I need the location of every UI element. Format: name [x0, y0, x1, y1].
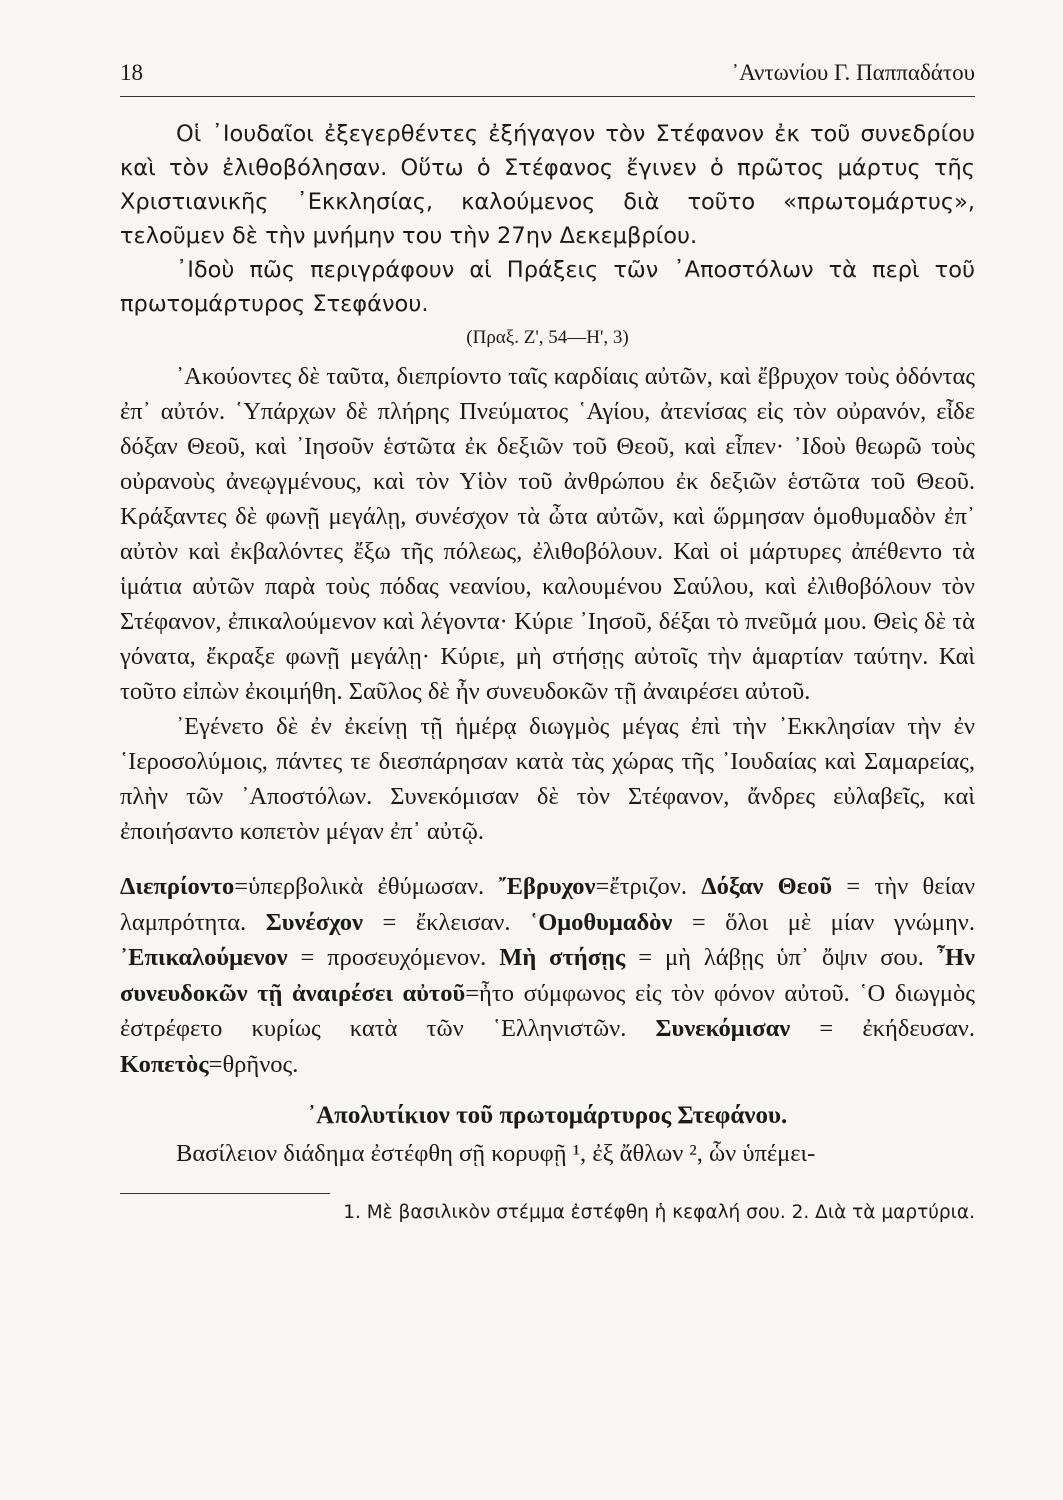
glossary-def: ἐκήδευσαν. [862, 1015, 975, 1042]
glossary-def: προσευχόμενον. [327, 944, 487, 971]
glossary-term: Δόξαν Θεοῦ [701, 873, 833, 900]
glossary-term: ῏Ην συνευδοκῶν τῇ ἀναιρέσει αὐτοῦ [120, 944, 975, 1007]
glossary-def: ὅλοι μὲ μίαν γνώμην. [725, 908, 976, 936]
glossary-term: ᾿Επικαλούμενον [120, 944, 288, 971]
hymn-title: ᾿Απολυτίκιον τοῦ πρωτομάρτυρος Στεφάνου. [307, 1102, 788, 1129]
glossary-def: ἔκλεισαν. [415, 908, 511, 936]
running-title: ᾿Αντωνίου Γ. Παππαδάτου [731, 60, 975, 85]
glossary-term: Κοπετὸς [120, 1050, 209, 1078]
intro-paragraph: ᾿Ιδοὺ πῶς περιγράφουν αἱ Πράξεις τῶν ᾿Αποστόλων τὰ περὶ τοῦ πρωτομάρτυρος Στεφάνου. [120, 257, 975, 317]
glossary-term: Μὴ στήσῃς [499, 944, 626, 971]
page-header [120, 60, 975, 97]
glossary-def: θρῆνος. [222, 1050, 299, 1078]
glossary-term: Διεπρίοντο [120, 873, 235, 900]
glossary-def: ἔτριζον. [609, 873, 687, 900]
page [120, 60, 975, 1223]
scripture-citation: (Πραξ. Ζ', 54—Η', 3) [466, 327, 629, 348]
glossary-def: τὴν θείαν λαμπρότητα. [120, 873, 976, 936]
glossary-def: ἦτο σύμφωνος εἰς τὸν φόνον αὐτοῦ. ῾Ο διωγμὸς ἐστρέφετο κυρίως κατὰ τῶν ῾Ελληνιστῶν. [120, 979, 975, 1042]
glossary-def: μὴ λάβῃς ὑπ᾿ ὄψιν σου. [664, 944, 924, 971]
glossary-term: Συνεκόμισαν [655, 1015, 791, 1042]
glossary-term: ῾Ομοθυμαδὸν [530, 908, 673, 936]
page-number: 18 [120, 60, 143, 85]
footnote-divider [120, 1193, 330, 1194]
hymn-text: Βασίλειον διάδημα ἐστέφθη σῇ κορυφῇ ¹, ἐξ ἄθλων ², ὧν ὑπέμει- [176, 1140, 816, 1167]
glossary-def: ὑπερβολικὰ ἐθύμωσαν. [248, 873, 485, 900]
scripture-paragraph: ᾿Ακούοντες δὲ ταῦτα, διεπρίοντο ταῖς καρδίαις αὐτῶν, καὶ ἔβρυχον τοὺς ὀδόντας ἐπ᾿ αὐτόν. ῾Υπάρχων δὲ πλήρης Πνεύματος ῾Αγίου, ἀτενίσας εἰς τὸν οὐρανόν, εἶδε δόξαν Θεοῦ, καὶ ᾿Ιησοῦν ἑστῶτα ἐκ δεξιῶν τοῦ Θεοῦ, καὶ εἶπεν· ᾿Ιδοὺ θεωρῶ τοὺς οὐρανοὺς ἀνεῳγμένους, καὶ τὸν Υἱὸν τοῦ ἀνθρώπου ἐκ δεξιῶν ἑστῶτα τοῦ Θεοῦ. Κράξαντες δὲ φωνῇ μεγάλῃ, συνέσχον τὰ ὦτα αὐτῶν, καὶ ὥρμησαν ὁμοθυμαδὸν ἐπ᾿ αὐτὸν καὶ ἐκβαλόντες ἔξω τῆς πόλεως, ἐλιθοβόλουν. Καὶ οἱ μάρτυρες ἀπέθεντο τὰ ἱμάτια αὐτῶν παρὰ τοὺς πόδας νεανίου, καλουμένου Σαύλου, καὶ ἐλιθοβόλουν τὸν Στέφανον, ἐπικαλούμενον καὶ λέγοντα· Κύριε ᾿Ιησοῦ, δέξαι τὸ πνεῦμά μου. Θεὶς δὲ τὰ γόνατα, ἔκραξε φωνῇ μεγάλῃ· Κύριε, μὴ στήσῃς αὐτοῖς τὴν ἁμαρτίαν ταύτην. Καὶ τοῦτο εἰπὼν ἐκοιμήθη. Σαῦλος δὲ ἦν συνευδοκῶν τῇ ἀναιρέσει αὐτοῦ. [120, 363, 975, 705]
scripture-paragraph: ᾿Εγένετο δὲ ἐν ἐκείνῃ τῇ ἡμέρᾳ διωγμὸς μέγας ἐπὶ τὴν ᾿Εκκλησίαν τὴν ἐν ῾Ιεροσολύμοις, πάντες τε διεσπάρησαν κατὰ τὰς χώρας τῆς ᾿Ιουδαίας καὶ Σαμαρείας, πλὴν τῶν ᾿Αποστόλων. Συνεκόμισαν δὲ τὸν Στέφανον, ἄνδρες εὐλαβεῖς, καὶ ἐποιήσαντο κοπετὸν μέγαν ἐπ᾿ αὐτῷ. [120, 713, 975, 845]
intro-paragraph: Οἱ ᾿Ιουδαῖοι ἐξεγερθέντες ἐξήγαγον τὸν Στέφανον ἐκ τοῦ συνεδρίου καὶ τὸν ἐλιθοβόλησαν. Οὕτω ὁ Στέφανος ἔγινεν ὁ πρῶτος μάρτυς τῆς Χριστιανικῆς ᾿Εκκλησίας, καλούμενος διὰ τοῦτο «πρωτομάρτυς», τελοῦμεν δὲ τὴν μνήμην του τὴν 27ην Δεκεμβρίου. [120, 121, 975, 249]
footnote: 1. Μὲ βασιλικὸν στέμμα ἐστέφθη ἡ κεφαλή σου. 2. Διὰ τὰ μαρτύρια. [343, 1202, 975, 1223]
glossary-term: Συνέσχον [265, 908, 363, 936]
glossary: Διεπρίοντο=ὑπερβολικὰ ἐθύμωσαν. ῎Εβρυχον=ἔτριζον. Δόξαν Θεοῦ = τὴν θείαν λαμπρότητα. Συνέσχον = ἔκλεισαν. ῾Ομοθυμαδὸν = ὅλοι μὲ μίαν γνώμην. ᾿Επικαλούμενον = προσευχόμενον. Μὴ στήσῃς = μὴ λάβῃς ὑπ᾿ ὄψιν σου. ῏Ην συνευδοκῶν τῇ ἀναιρέσει αὐτοῦ=ἦτο σύμφωνος εἰς τὸν φόνον αὐτοῦ. ῾Ο διωγμὸς ἐστρέφετο κυρίως κατὰ τῶν ῾Ελληνιστῶν. Συνεκόμισαν = ἐκήδευσαν. Κοπετὸς=θρῆνος. [120, 873, 976, 1078]
glossary-term: ῎Εβρυχον [498, 873, 596, 900]
